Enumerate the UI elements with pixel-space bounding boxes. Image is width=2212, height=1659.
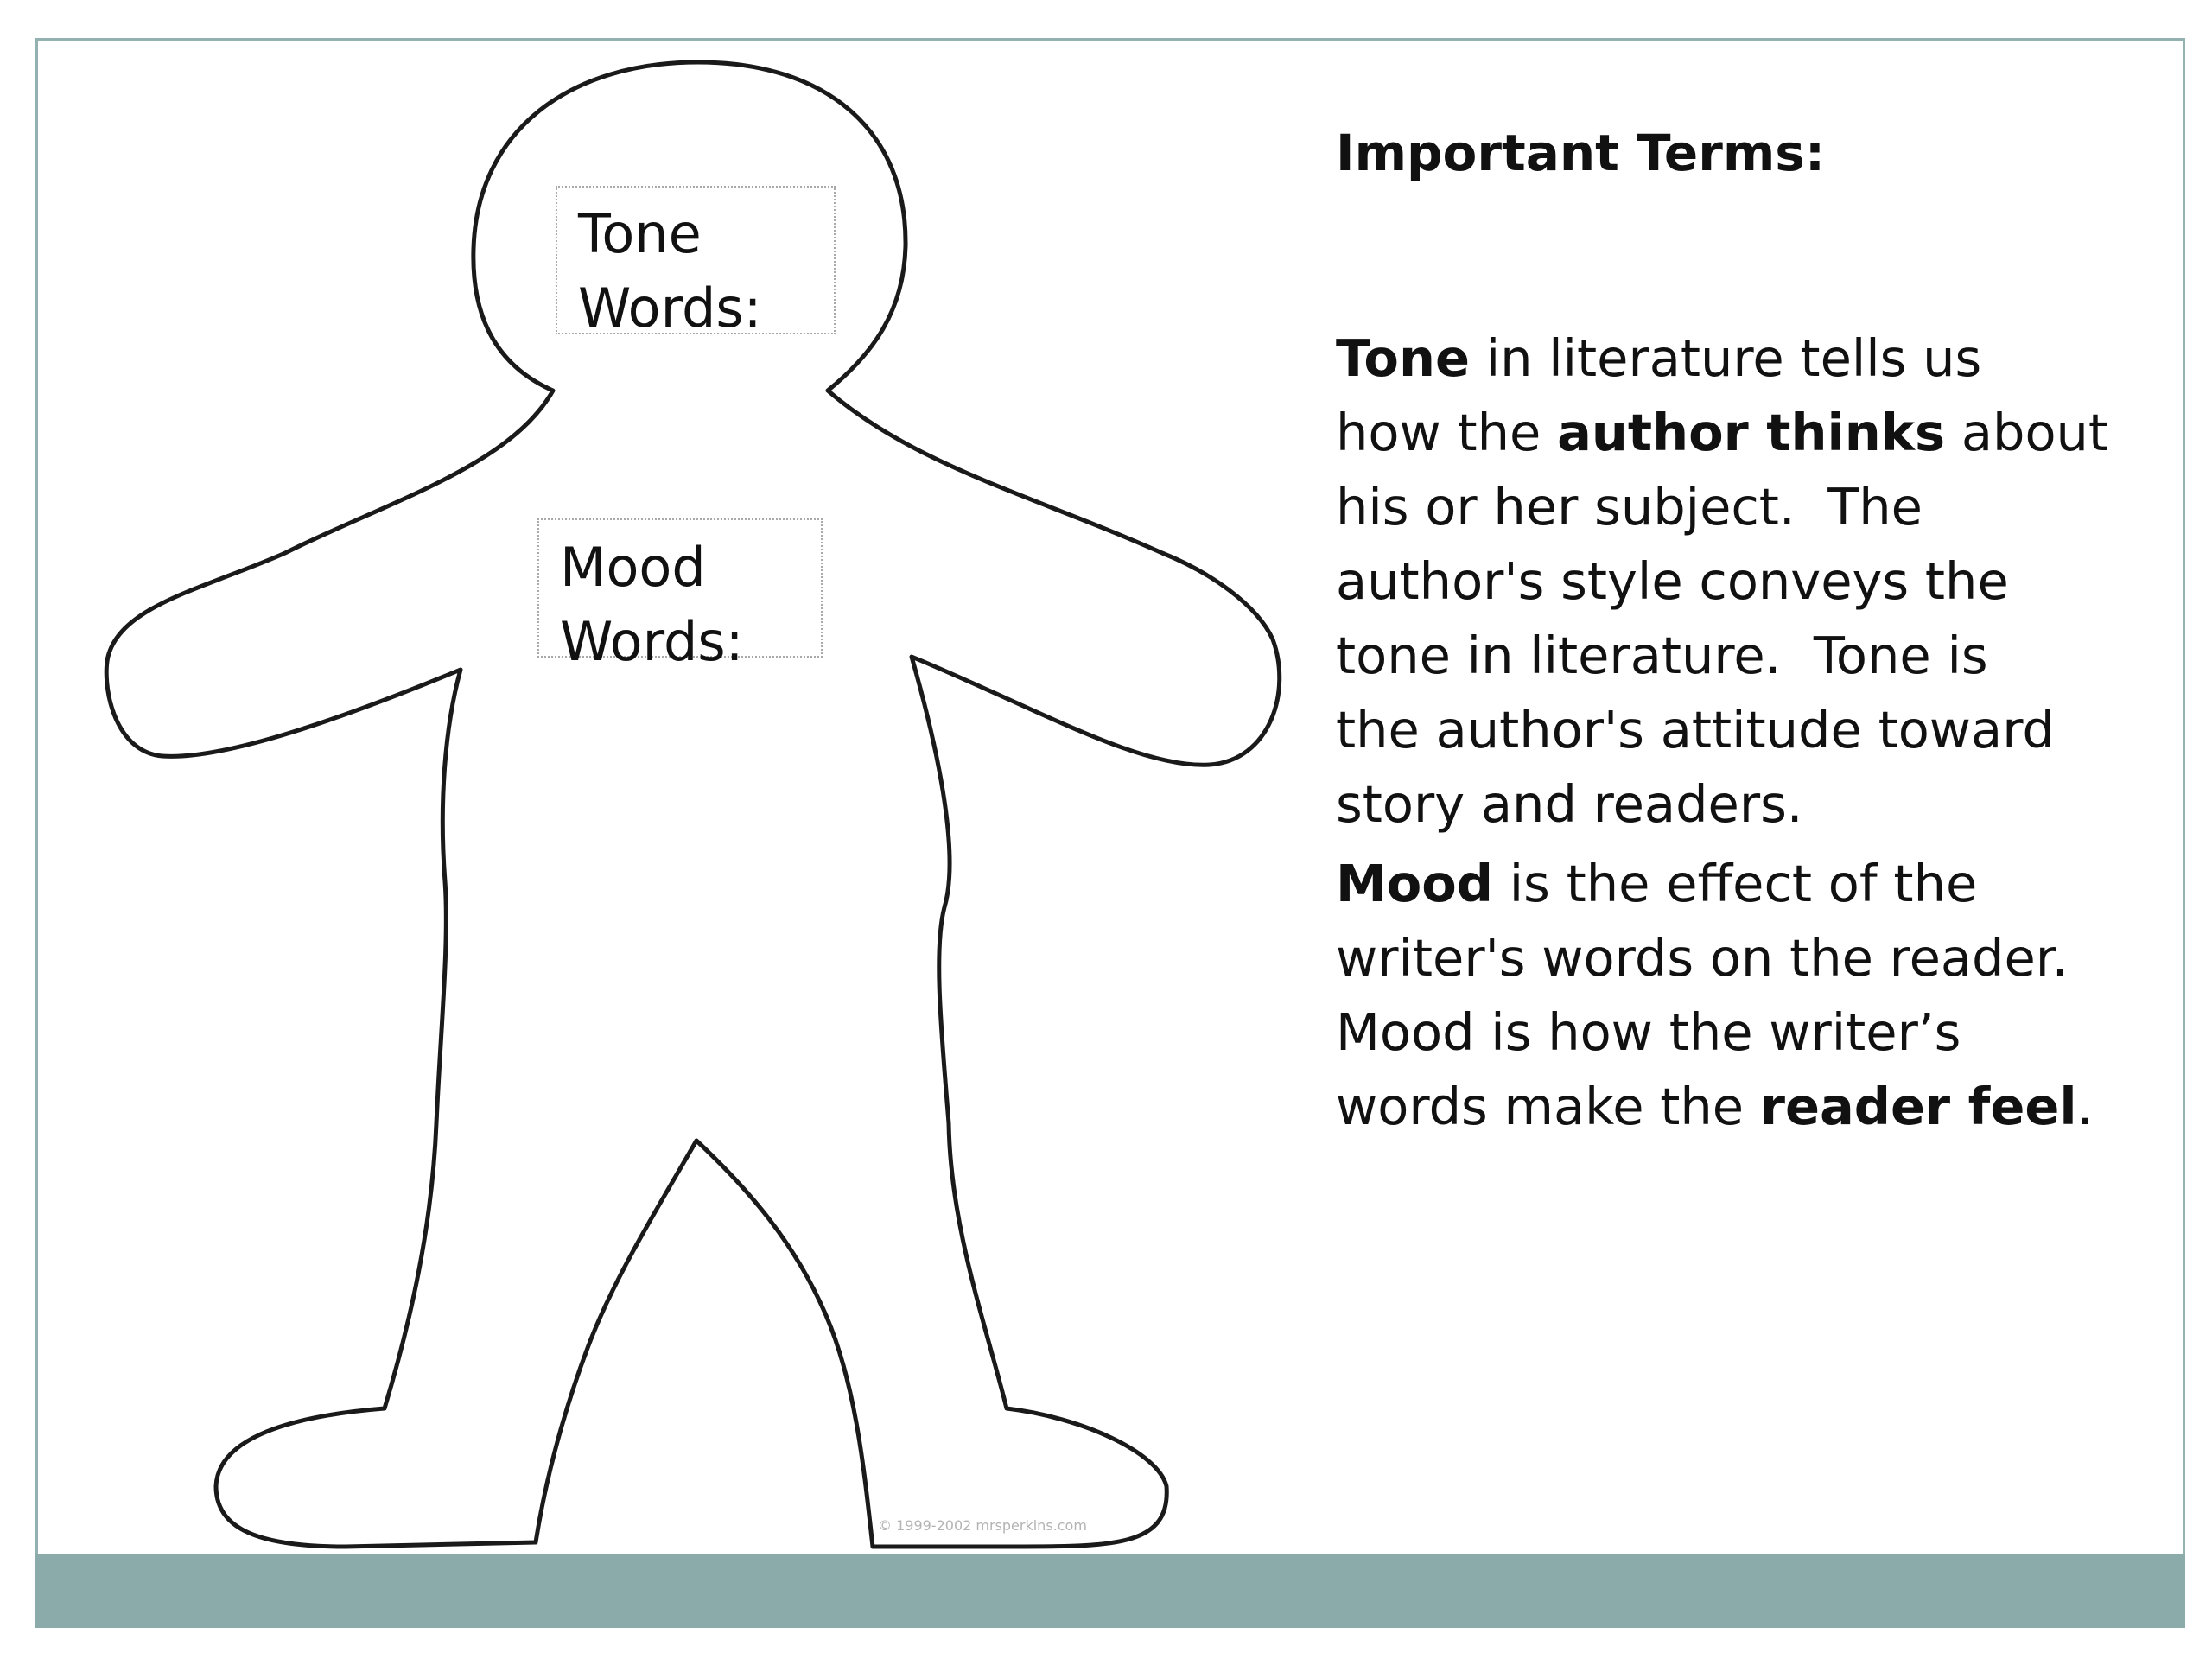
mood-line-4: words make the reader feel. [1336, 1077, 2094, 1136]
mood-line-3: Mood is how the writer’s [1336, 1002, 1961, 1062]
tone-line-7: story and readers. [1336, 774, 1803, 834]
important-terms-panel [1336, 112, 2183, 1144]
tone-line-6: the author's attitude toward [1336, 700, 2055, 760]
tone-line-4: author's style conveys the [1336, 551, 2009, 611]
tone-line-2: how the author thinks about [1336, 403, 2109, 462]
tone-definition [1336, 321, 2183, 842]
tone-line-3: his or her subject. The [1336, 477, 1923, 537]
terms-heading: Important Terms: [1336, 124, 1826, 182]
mood-words-label: Mood Words: [560, 536, 744, 673]
mood-line-2: writer's words on the reader. [1336, 928, 2069, 988]
mood-definition [1336, 847, 2183, 1144]
tone-words-label: Tone Words: [578, 202, 762, 340]
mood-line-1: Mood is the effect of the [1336, 854, 1978, 913]
tone-line-1: Tone in literature tells us [1336, 328, 1982, 388]
tone-line-5: tone in literature. Tone is [1336, 626, 1988, 685]
copyright-watermark: © 1999-2002 mrsperkins.com [878, 1517, 1087, 1534]
